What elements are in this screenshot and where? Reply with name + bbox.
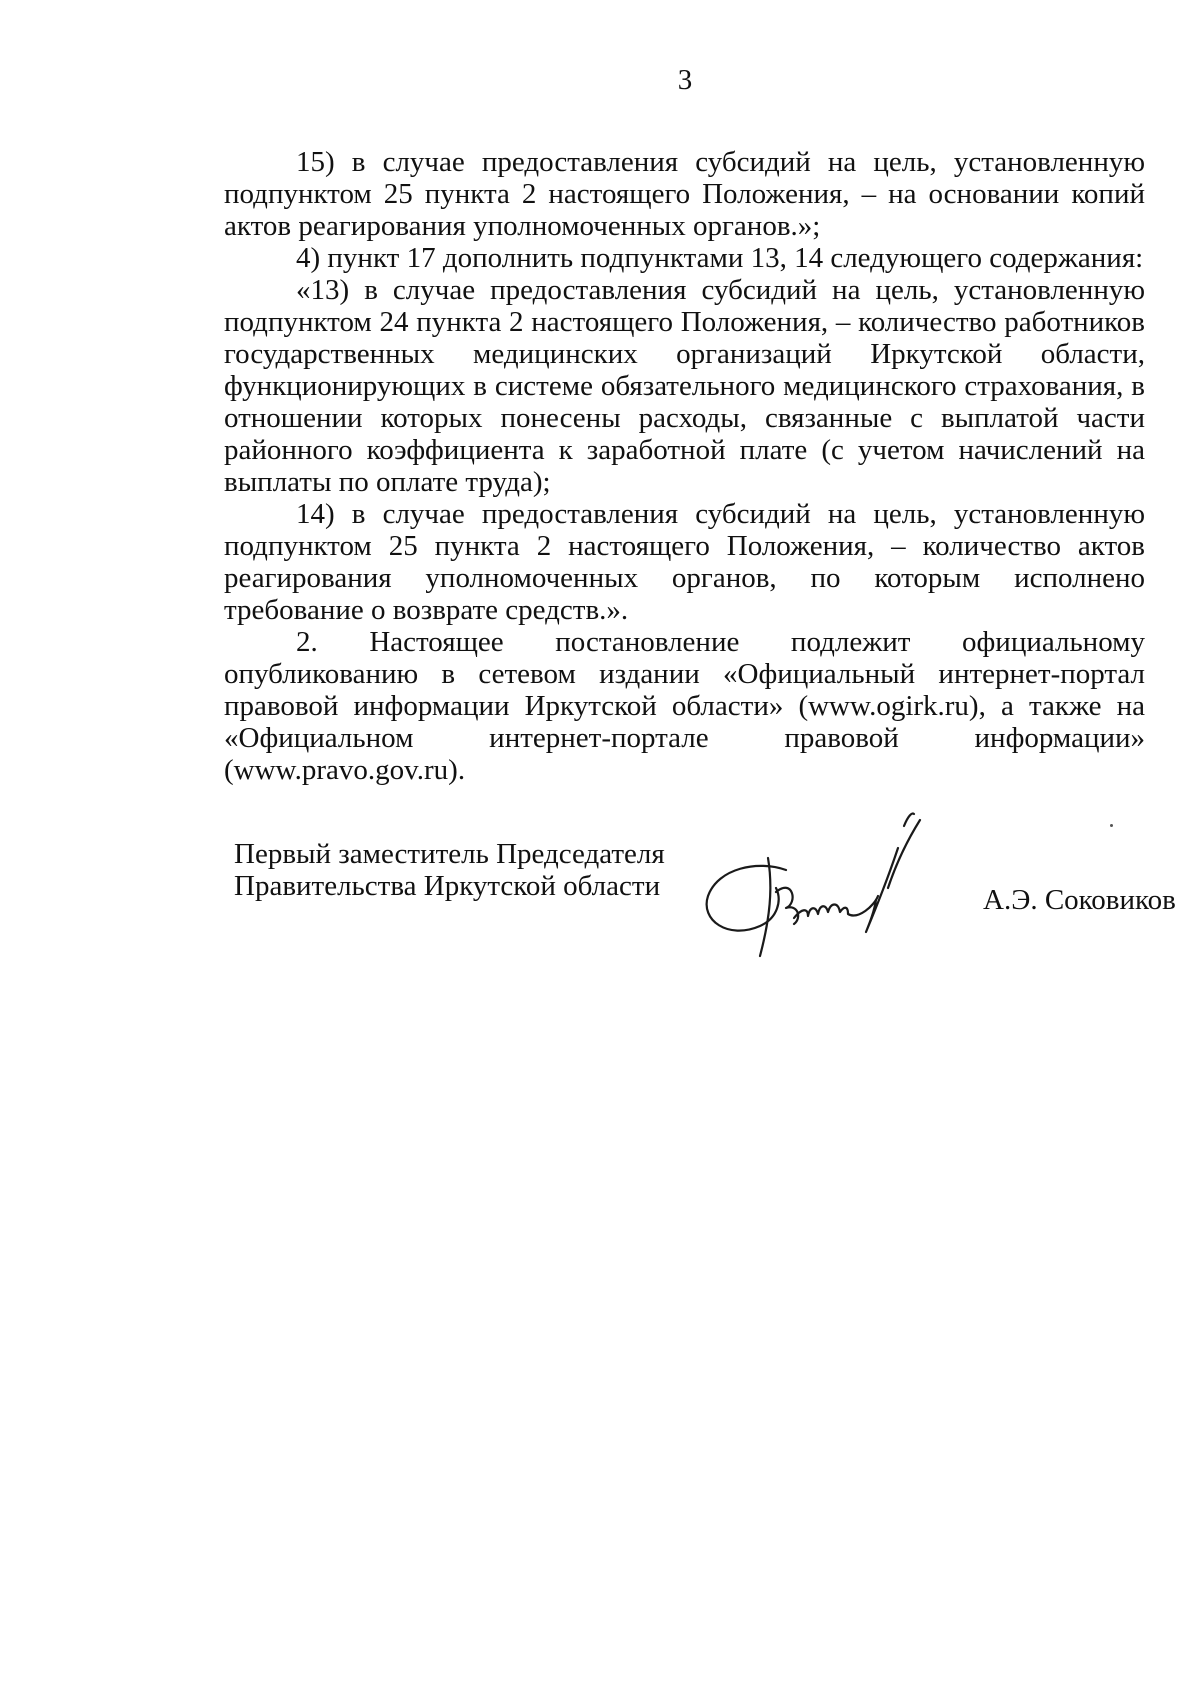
paragraph-item-14: 14) в случае предоставления субсидий на цель, установленную подпунктом 25 пункта 2 настоящего Положения, – количество актов реагирования уполномоченных органов, по которым исполнено требование о возврате средств.». xyxy=(224,498,1145,626)
paragraph-section-2-url: (www.pravo.gov.ru). xyxy=(224,754,466,786)
handwritten-signature xyxy=(698,808,968,958)
signatory-name: А.Э. Соковиков xyxy=(983,884,1176,916)
paragraph-section-2: 2. Настоящее постановление подлежит официальному опубликованию в сетевом издании «Официальный интернет-портал правовой информации Иркутской области» (www.ogirk.ru), а также на xyxy=(224,626,1145,722)
signatory-position-line2: Правительства Иркутской области xyxy=(234,870,661,902)
signatory-position xyxy=(234,838,665,902)
scan-speck xyxy=(1110,824,1113,827)
paragraph-point-4: 4) пункт 17 дополнить подпунктами 13, 14 следующего содержания: xyxy=(296,242,1144,274)
paragraph-item-13: «13) в случае предоставления субсидий на цель, установленную подпунктом 24 пункта 2 настоящего Положения, – количество работников государственных медицинских организаций Иркутской области, функционирующих в системе обязательного медицинского страхования, в отношении которых понесены расходы, связанные с выплатой части районного коэффициента к заработной плате (с учетом начислений на выплаты по оплате труда); xyxy=(224,274,1145,498)
paragraph-item-15: 15) в случае предоставления субсидий на цель, установленную подпунктом 25 пункта 2 настоящего Положения, – на основании копий актов реагирования уполномоченных органов.»; xyxy=(224,146,1145,242)
document-body xyxy=(224,146,1145,786)
page-number: 3 xyxy=(677,64,693,96)
signatory-position-line1: Первый заместитель Председателя xyxy=(234,838,665,870)
paragraph-section-2-portal: «Официальном интернет-портале правовой информации» xyxy=(224,722,1145,754)
